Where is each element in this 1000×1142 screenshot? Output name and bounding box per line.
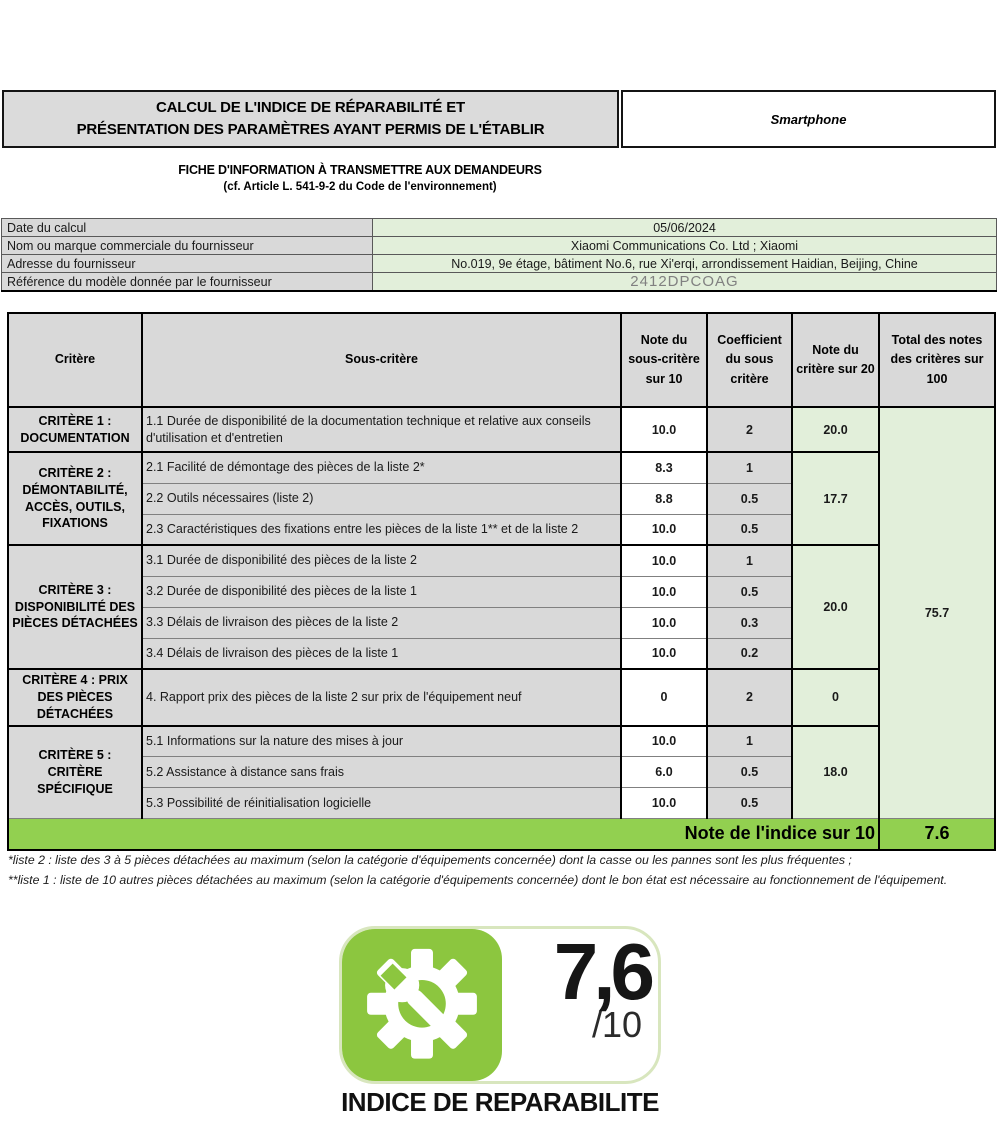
subcriterion-coefficient-cell: 0.3 [707, 607, 792, 638]
subcriterion-note-cell: 10.0 [621, 545, 707, 576]
subcriterion-coefficient-cell: 0.5 [707, 788, 792, 819]
info-label: Référence du modèle donnée par le fournisseur [2, 273, 373, 292]
footnote-liste-2: *liste 2 : liste des 3 à 5 pièces détachées au maximum (selon la catégorie d'équipements concernée) dont la casse ou les pannes sont les plus fréquentes ; [8, 853, 852, 867]
product-category-box [621, 90, 996, 148]
badge-score-area [502, 929, 658, 1081]
subcriterion-coefficient-cell: 1 [707, 545, 792, 576]
subcriterion-label-cell: 2.3 Caractéristiques des fixations entre les pièces de la liste 1** et de la liste 2 [142, 514, 621, 545]
info-value: Xiaomi Communications Co. Ltd ; Xiaomi [373, 237, 997, 255]
col-header-note-sous-critere: Note du sous-critère sur 10 [621, 313, 707, 407]
criterion-name-cell: CRITÈRE 3 : DISPONIBILITÉ DES PIÈCES DÉTACHÉES [8, 545, 142, 669]
index-value-cell: 7.6 [879, 819, 995, 850]
badge-icon-panel [342, 929, 502, 1081]
criterion-name-cell: CRITÈRE 1 : DOCUMENTATION [8, 407, 142, 452]
subcriterion-note-cell: 10.0 [621, 407, 707, 452]
subcriterion-label-cell: 5.3 Possibilité de réinitialisation logicielle [142, 788, 621, 819]
subcriterion-note-cell: 10.0 [621, 726, 707, 757]
col-header-sous-critere: Sous-critère [142, 313, 621, 407]
subcriterion-label-cell: 1.1 Durée de disponibilité de la documentation technique et relative aux conseils d'utilisation et d'entretien [142, 407, 621, 452]
table-row [8, 545, 995, 576]
table-row [8, 669, 995, 726]
subcriterion-note-cell: 10.0 [621, 638, 707, 669]
subcriterion-label-cell: 2.2 Outils nécessaires (liste 2) [142, 483, 621, 514]
footnote-liste-1: **liste 1 : liste de 10 autres pièces détachées au maximum (selon la catégorie d'équipements concernée) dont le bon état est nécessaire au fonctionnement de l'équipement. [8, 872, 948, 887]
subcriterion-coefficient-cell: 0.5 [707, 483, 792, 514]
subcriterion-label-cell: 3.4 Délais de livraison des pièces de la liste 1 [142, 638, 621, 669]
subcriterion-label-cell: 5.2 Assistance à distance sans frais [142, 757, 621, 788]
badge-denominator: /10 [591, 1004, 642, 1046]
title-line-2: PRÉSENTATION DES PARAMÈTRES AYANT PERMIS DE L'ÉTABLIR [76, 121, 545, 138]
footnotes [8, 851, 992, 890]
document-title [2, 90, 619, 148]
subcriterion-note-cell: 8.3 [621, 452, 707, 483]
subcriterion-coefficient-cell: 0.5 [707, 514, 792, 545]
subcriterion-note-cell: 10.0 [621, 514, 707, 545]
criteria-table [7, 312, 996, 851]
gear-wrench-icon [361, 944, 483, 1066]
subcriterion-label-cell: 2.1 Facilité de démontage des pièces de la liste 2* [142, 452, 621, 483]
subcriterion-label-cell: 3.3 Délais de livraison des pièces de la liste 2 [142, 607, 621, 638]
info-label: Date du calcul [2, 219, 373, 237]
badge-score: 7,6 [553, 927, 650, 1016]
table-row [8, 407, 995, 452]
supplier-info-table [1, 218, 997, 292]
subcriterion-note-cell: 10.0 [621, 607, 707, 638]
subheader-line-2: (cf. Article L. 541-9-2 du Code de l'environnement) [223, 181, 497, 193]
subcriterion-coefficient-cell: 0.5 [707, 757, 792, 788]
subcriterion-note-cell: 10.0 [621, 788, 707, 819]
subcriterion-label-cell: 3.1 Durée de disponibilité des pièces de la liste 2 [142, 545, 621, 576]
criterion-note20-cell: 20.0 [792, 407, 879, 452]
col-header-coefficient: Coefficient du sous critère [707, 313, 792, 407]
criteria-table-body [8, 407, 995, 819]
info-label: Nom ou marque commerciale du fournisseur [2, 237, 373, 255]
subcriterion-note-cell: 6.0 [621, 757, 707, 788]
table-row [8, 452, 995, 483]
subcriterion-note-cell: 0 [621, 669, 707, 726]
subcriterion-label-cell: 4. Rapport prix des pièces de la liste 2 sur prix de l'équipement neuf [142, 669, 621, 726]
info-value: No.019, 9e étage, bâtiment No.6, rue Xi'erqi, arrondissement Haidian, Beijing, Chine [373, 255, 997, 273]
criterion-name-cell: CRITÈRE 5 : CRITÈRE SPÉCIFIQUE [8, 726, 142, 819]
criterion-note20-cell: 0 [792, 669, 879, 726]
info-label: Adresse du fournisseur [2, 255, 373, 273]
subcriterion-coefficient-cell: 0.2 [707, 638, 792, 669]
badge-caption: INDICE DE REPARABILITE [341, 1087, 659, 1117]
subcriterion-coefficient-cell: 2 [707, 669, 792, 726]
subcriterion-note-cell: 10.0 [621, 576, 707, 607]
subcriterion-label-cell: 3.2 Durée de disponibilité des pièces de la liste 1 [142, 576, 621, 607]
badge-frame [339, 926, 661, 1084]
table-row [8, 726, 995, 757]
criterion-note20-cell: 20.0 [792, 545, 879, 669]
product-category-label: Smartphone [770, 111, 847, 127]
info-row-model-reference [2, 273, 997, 292]
index-label-cell: Note de l'indice sur 10 [8, 819, 879, 850]
info-row-supplier-address [2, 255, 997, 273]
criterion-name-cell: CRITÈRE 4 : PRIX DES PIÈCES DÉTACHÉES [8, 669, 142, 726]
model-reference-value: 2412DPCOAG [373, 273, 997, 292]
criteria-table-header-row [8, 313, 995, 407]
subcriterion-note-cell: 8.8 [621, 483, 707, 514]
repairability-badge [333, 926, 667, 1118]
index-score-row [8, 819, 995, 850]
document-header [2, 90, 996, 148]
subheader-line-1: FICHE D'INFORMATION À TRANSMETTRE AUX DEMANDEURS [178, 163, 542, 177]
subcriterion-coefficient-cell: 1 [707, 452, 792, 483]
info-row-supplier-name [2, 237, 997, 255]
total-notes-cell: 75.7 [879, 407, 995, 819]
document-subheader [0, 163, 720, 193]
col-header-critere: Critère [8, 313, 142, 407]
subcriterion-label-cell: 5.1 Informations sur la nature des mises à jour [142, 726, 621, 757]
title-line-1: CALCUL DE L'INDICE DE RÉPARABILITÉ ET [156, 98, 465, 116]
criterion-note20-cell: 18.0 [792, 726, 879, 819]
criterion-name-cell: CRITÈRE 2 : DÉMONTABILITÉ, ACCÈS, OUTILS, FIXATIONS [8, 452, 142, 545]
col-header-note-20: Note du critère sur 20 [792, 313, 879, 407]
info-value: 05/06/2024 [373, 219, 997, 237]
subcriterion-coefficient-cell: 0.5 [707, 576, 792, 607]
subcriterion-coefficient-cell: 2 [707, 407, 792, 452]
col-header-total-100: Total des notes des critères sur 100 [879, 313, 995, 407]
info-row-date [2, 219, 997, 237]
criterion-note20-cell: 17.7 [792, 452, 879, 545]
subcriterion-coefficient-cell: 1 [707, 726, 792, 757]
